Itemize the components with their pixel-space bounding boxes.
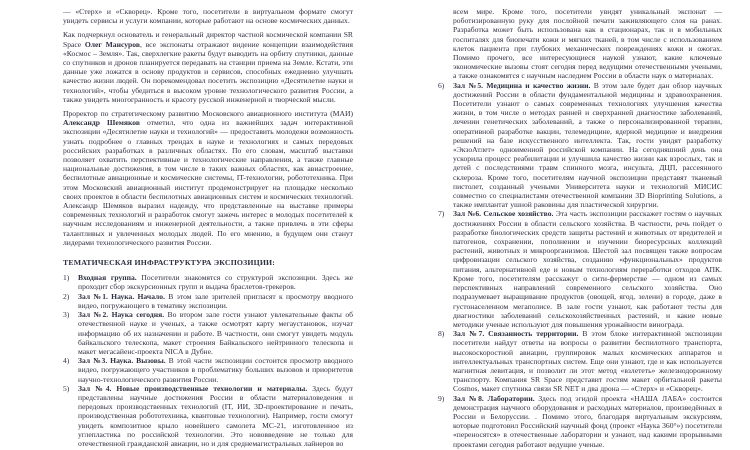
list-marker: 9) xyxy=(438,393,445,403)
list-item xyxy=(438,394,722,449)
list-marker: 3) xyxy=(63,310,70,320)
list-marker: 5) xyxy=(63,383,70,393)
list-item xyxy=(63,292,353,310)
list-marker: 2) xyxy=(63,291,70,301)
list-item xyxy=(63,310,353,356)
text-run: В этом зале зрителей пригласят к просмотру вводного видео, погружающего в тематику экспозиции. xyxy=(78,291,353,310)
list-item xyxy=(438,329,722,393)
list-marker: 7) xyxy=(438,209,445,219)
text-run: Здесь под эгидой проекта «НАША ЛАБА» состоится демонстрация научного оборудования и расходных материалов, произведённых в России и Белоруссии. . Помимо этого, благодаря виртуальным экскурсиям, которые подготовил Российский научный фонд (проект «Наука 360°») посетители «переносятся» в отечественные лаборатории и узнают, над какими прорывными проектами сегодня работают ведущие ученые. xyxy=(453,393,722,449)
text-run: Во втором зале гости узнают увлекательные факты об отечественной науке и ученых, а также осмотрят карту мегаустановок, изучат информацию об их назначении и работе. В частности, они смогут увидеть модуль байкальского телескопа, макет строения Байкальского нейтринного телескопа и макет мегасайенс-проекта NICA в Дубне. xyxy=(78,310,353,356)
list-marker: 1) xyxy=(63,273,70,283)
text-run: В этой части экспозиции состоится просмотр вводного видео, погружающего участников в проблематику больших вызовов и приоритетов научно-технологического развития России. xyxy=(78,356,353,384)
bold-text-run: Зал №7. Связанность территории. xyxy=(453,329,579,339)
list-item xyxy=(63,384,353,448)
right-column xyxy=(438,7,722,449)
bold-text-run: Входная группа. xyxy=(78,273,137,283)
list-item xyxy=(63,273,353,291)
paragraph xyxy=(63,30,353,104)
text-run: всем мире. Кроме того, посетители увидят уникальный экспонат — роботизированную руку для послойной печати заживляющего слоя на ранах. Разработка может быть использована как в стационарах, так и в мобильных госпиталях для биопечати кожи и мягких тканей, в том числе с использованием клеток пациента при глубоких механических повреждениях кожи и ожогах. Помимо прочего, все интересующиеся наукой узнают, какие ключевые экономические вызовы стоят сегодня перед ведущими отечественными учеными, а также ознакомятся с научным наследием России в области наук о материалах. xyxy=(453,7,722,81)
text-run: Проректор по стратегическому развитию Московского авиационного института (МАИ) xyxy=(63,109,353,119)
bold-text-run: ТЕМАТИЧЕСКАЯ ИНФРАСТРУКТУРА ЭКСПОЗИЦИИ: xyxy=(63,258,275,268)
text-run: Эта часть экспозиции расскажет гостям о научных достижениях России в области сельского хозяйства. В частности, речь пойдет о разработке биологических средств защиты растений и животных от вредителей и патогенов, сохранении, пополнении и изучении биоресурсных коллекций растений, животных и микроорганизмов. Шестой зал посвящен также вопросам цифровизации сельского хозяйства, созданию «функциональных» продуктов питания, альтернативной еде и новым технологиям переработки отходов АПК. Кроме того, посетителям расскажут о сити-фермерстве — одном из самых перспективных направлений современного сельского хозяйства. Оно подразумевает выращивание продуктов (овощей, ягод, зелени) в городе, даже в густонаселенном мегаполисе. В зале гости узнают, как работают тесты для диагностики заболеваний сельскохозяйственных растений, и какие новые методики ученые используют для повышения урожайности винограда. xyxy=(453,209,722,329)
bold-text-run: Зал №3. Наука. Вызовы. xyxy=(78,356,166,366)
list-continuation xyxy=(438,7,722,81)
text-run: В этом блоке интерактивной экспозиции посетители найдут ответы на вопросы о развитии беспилотного транспорта, высокоскоростной авиации, группировок малых космических аппаратов и интеллектуальных транспортных систем. Еще они узнают, где и как используется магнитная левитация, и позволит ли этот метод «взлететь» железнодорожному транспорту. Компания SR Space представит гостям макет орбитальной ракеты Cosmos, макет спутника связи SR NET и два дрона — «Стерх» и «Скворец». xyxy=(453,329,722,394)
paragraph xyxy=(63,7,353,25)
list-marker: 4) xyxy=(63,356,70,366)
list-item xyxy=(438,209,722,329)
list-item xyxy=(63,356,353,384)
bold-text-run: Олег Мансуров xyxy=(84,39,140,49)
bold-text-run: Зал №2. Наука сегодня. xyxy=(78,310,165,320)
text-run: Посетители знакомятся со структурой экспозиции. Здесь же проходит сбор экскурсионных групп и выдача браслетов-трекеров. xyxy=(78,273,353,292)
bold-text-run: Зал №6. Сельское хозяйство. xyxy=(453,209,554,219)
text-run: Как подчеркнул основатель и генеральный директор частной космической компании SR Space xyxy=(63,30,353,49)
list-marker: 6) xyxy=(438,80,445,90)
text-run: отметил, что одна из важнейших задач интерактивной экспозиции «Десятилетие науки и технологий» — предоставить молодежи возможность узнать подробнее о главных трендах в науке и технологиях и самых передовых российских разработках в различных областях. По его словам, масштаб выставки позволяет охватить перспективные и технологические направления, а также главные национальные достижения, в том числе в таких важных областях, как авиастроение, беспилотные авиационные и космические системы, IT-технологии, робототехника. При этом Московский авиационный институт продемонстрирует на площадке несколько своих проектов в области беспилотных авиационных систем и космических технологий. Александр Шемяков выразил надежду, что представленные на выставке примеры современных технологий и разработок смогут зажечь интерес в молодых посетителей к научным исследованиям и инженерной деятельности, а также привлечь в эти сферы талантливых и увлеченных молодых людей. По его мнению, в будущем они станут лидерами технологического развития России. xyxy=(63,118,354,247)
list-item xyxy=(438,81,722,210)
text-run: В этом зале будет дан обзор научных достижений России в области фундаментальной медицины и здравоохранения. Посетители узнают о самых современных технологиях улучшения качества жизни, в том числе о методах ранней и сверхранней диагностике заболеваний, лечении генетических заболеваний, а также о персонализированной терапии, оперативной разработке вакцин, телемедицине, ядерной медицине и внедрения решений на базе искусственного интеллекта. Так, гости увидят разработку «ЭкзоАтлет» одноименной российской компании. На сегодняшний день она ускорила процесс реабилитации и улучшила качество жизни как взрослых, так и детей с последствиями травм спинного мозга, инсульта, ДЦП, рассеянного склероза. Кроме того, посетителям научной экспозиции представят тканевый пистолет, созданный учеными Университета науки и технологий МИСИС совместно со специалистами отечественной компании 3D Bioprinting Solutions, а также имплантат ушной раковины для пластической хирургии. xyxy=(453,80,722,210)
paragraph xyxy=(63,109,353,247)
bold-text-run: Зал №8. Лаборатории. xyxy=(453,393,535,403)
text-run: , все экспонаты отражают видение концепции взаимодействия «Космос – Земля». Так, сверхлегкие ракеты будут выводить на орбиту спутники, данные со спутников и дронов планируется передавать на станции приема на Земле. Кстати, эти данные уже ложатся в основу продуктов и сервисов, способных ежедневно улучшать качество жизни людей. Он порекомендовал посетить экспозицию «Десятилетие науки и технологий», чтобы убедиться в высоком уровне технологического развития России, а также увидеть многогранность и красоту русской инженерной и творческой мысли. xyxy=(63,39,353,104)
left-column xyxy=(63,7,353,448)
text-run: — «Стерх» и «Скворец». Кроме того, посетители в виртуальном формате смогут увидеть сервисы и услуги компании, которые работают на основе космических данных. xyxy=(63,7,353,26)
list-marker: 8) xyxy=(438,329,445,339)
bold-text-run: Александр Шемяков xyxy=(63,118,140,128)
heading xyxy=(63,258,353,267)
bold-text-run: Зал №5. Медицина и качество жизни. xyxy=(453,80,591,90)
bold-text-run: Зал №4. Новые производственные технологии и материалы. xyxy=(78,383,308,393)
text-run: Здесь будут представлены научные достижения России в области материаловедения и передовых производственных технологий (IT, ИИ, 3D-проектирование и печать, производственная робототехника, квантовые технологии). Например, гости смогут увидеть композитное крыло новейшего самолета МС-21, изготовленное из углепластика по российской технологии. Это нововведение не только для отечественной гражданской авиации, но и для среднемагистральных лайнеров во xyxy=(78,383,353,448)
bold-text-run: Зал №1. Наука. Начало. xyxy=(78,291,166,301)
